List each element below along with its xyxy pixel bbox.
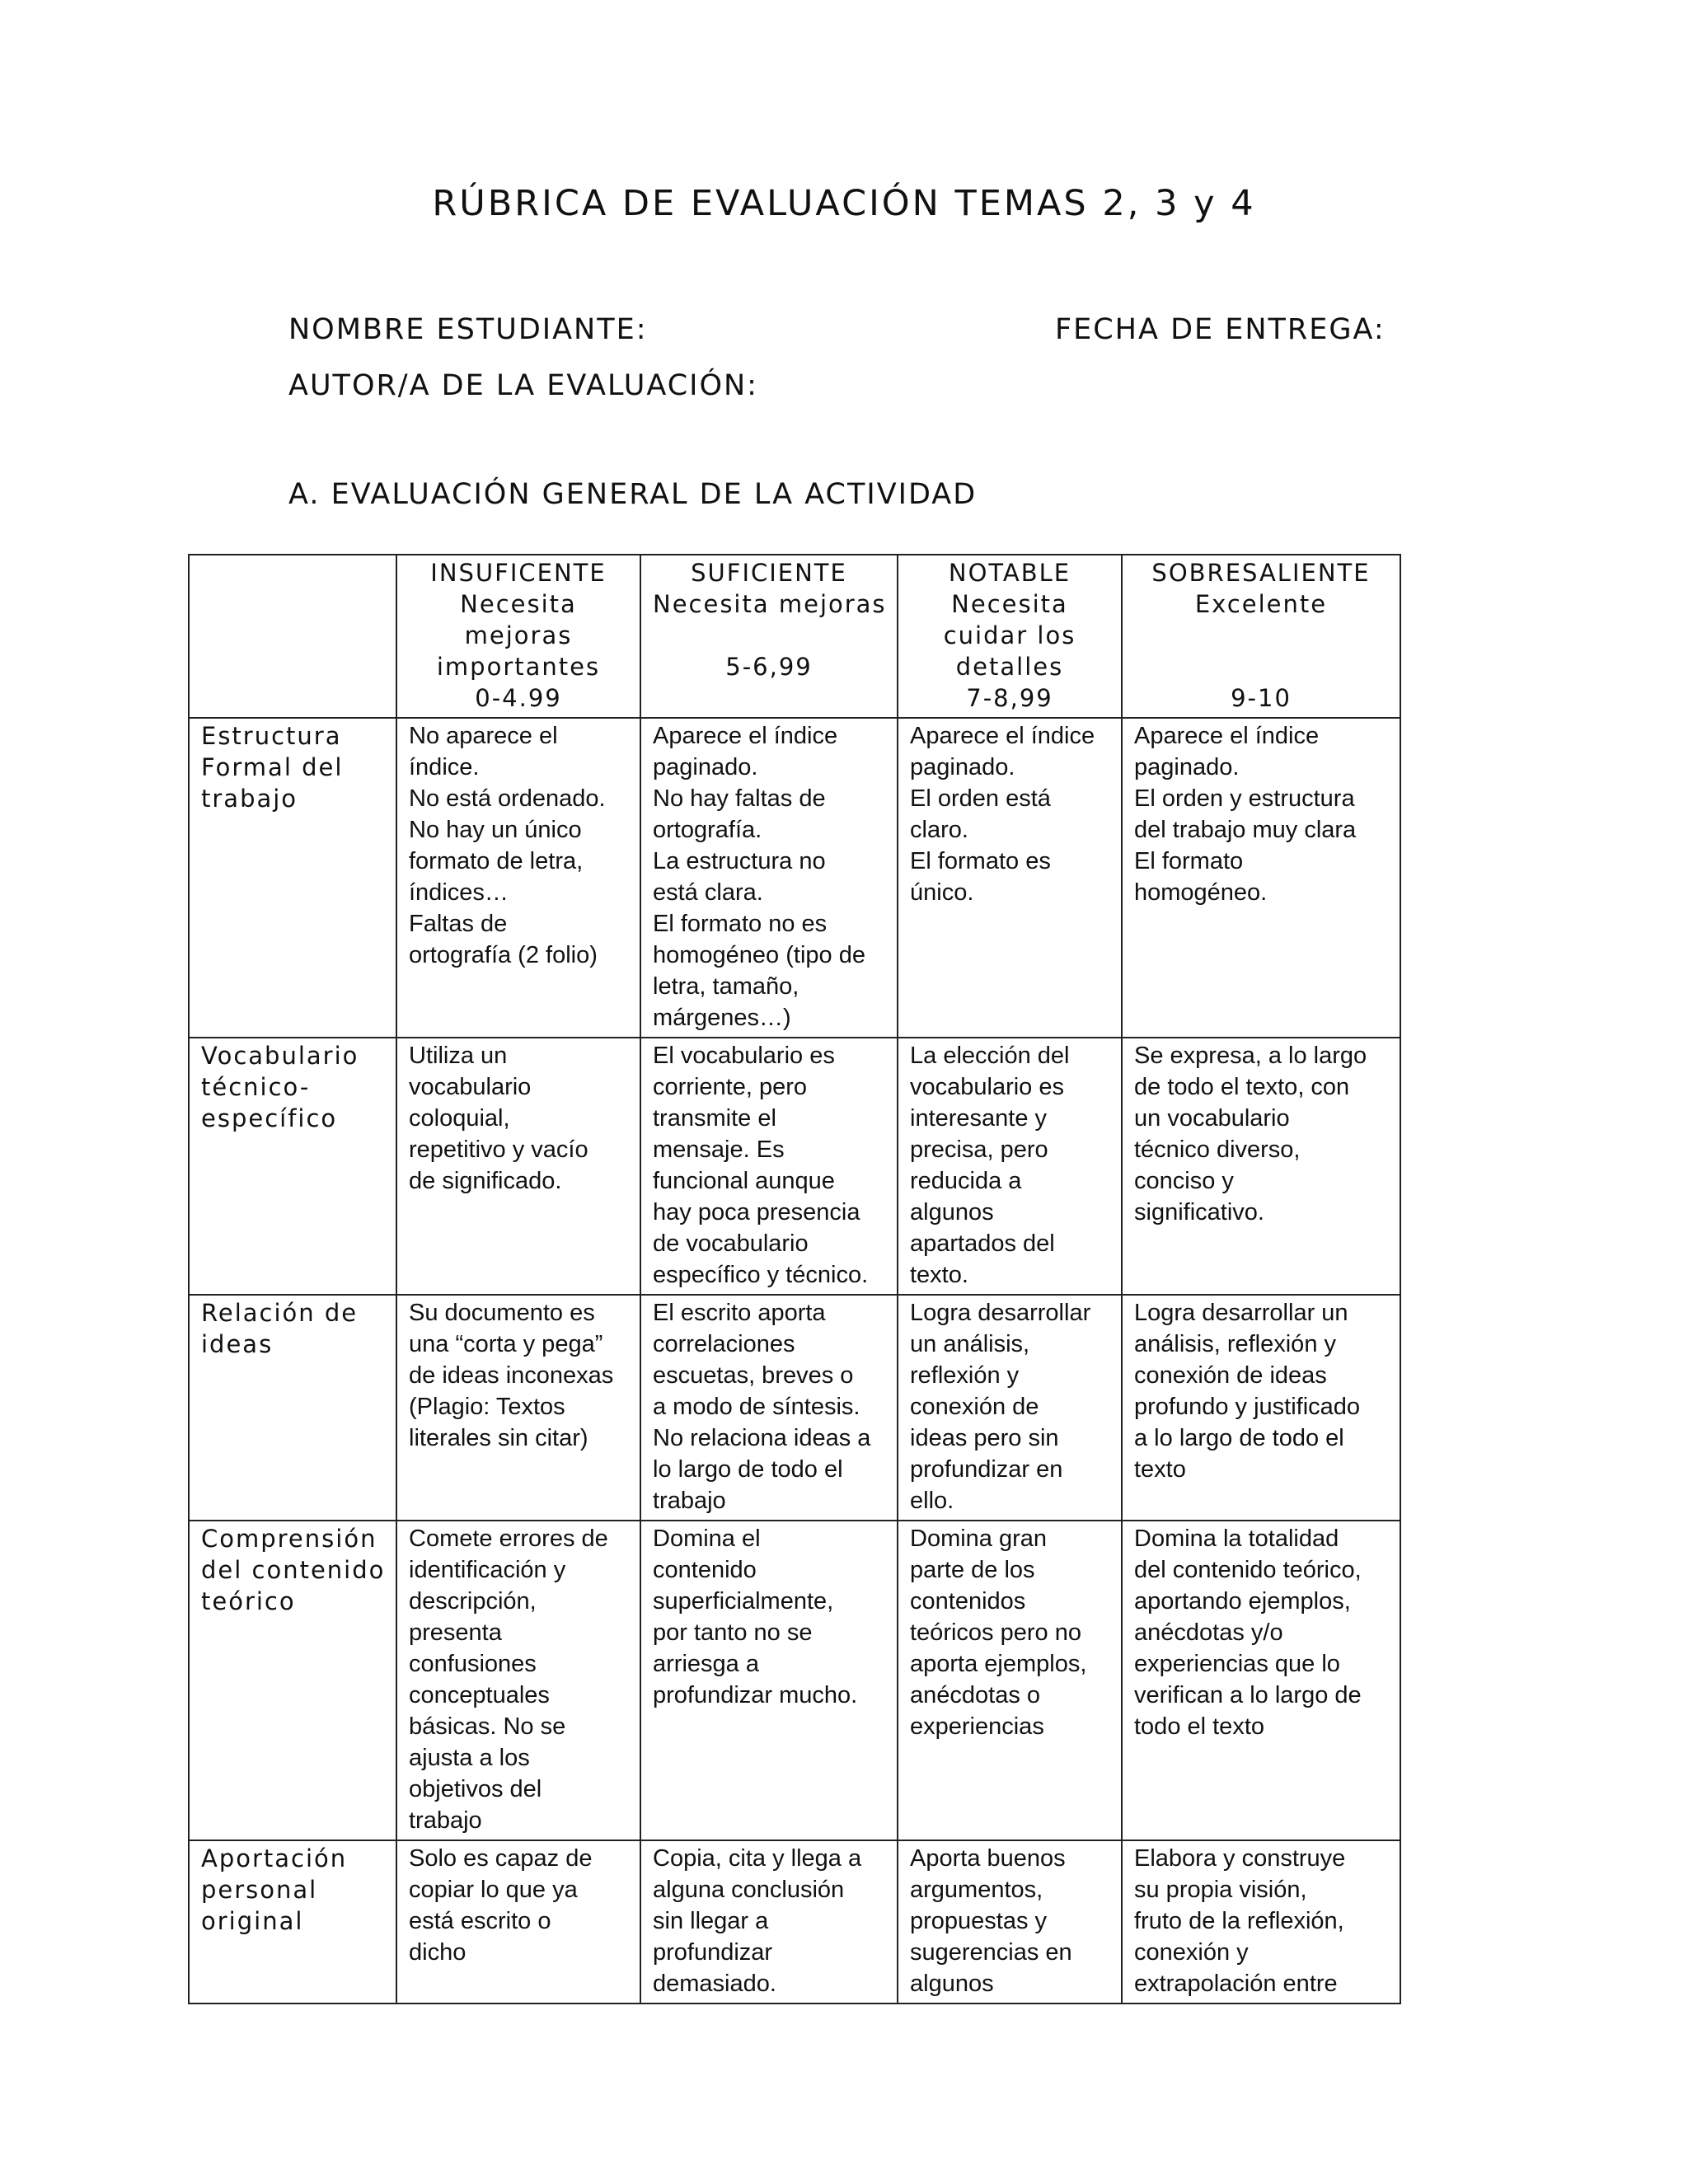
level-header-sobresaliente bbox=[1122, 555, 1400, 718]
descriptor-line: conceptuales bbox=[409, 1682, 550, 1708]
descriptor-line: de vocabulario bbox=[653, 1230, 809, 1257]
descriptor-line: ortografía. bbox=[653, 817, 762, 843]
descriptor-line: índice. bbox=[409, 754, 480, 780]
level-name: SOBRESALIENTE bbox=[1151, 559, 1371, 587]
descriptor-line: Elabora y construye bbox=[1134, 1845, 1346, 1872]
descriptor-line: conexión de ideas bbox=[1134, 1362, 1327, 1389]
descriptor-line: funcional aunque bbox=[653, 1168, 835, 1194]
descriptor-line: repetitivo y vacío bbox=[409, 1137, 588, 1163]
descriptor-line: presenta bbox=[409, 1619, 502, 1646]
descriptor-line: ajusta a los bbox=[409, 1745, 530, 1771]
descriptor-line: Copia, cita y llega a bbox=[653, 1845, 862, 1872]
descriptor-line: índices… bbox=[409, 879, 509, 906]
level-name: INSUFICENTE bbox=[430, 559, 607, 587]
criterion-label bbox=[189, 1295, 396, 1521]
descriptor-line: paginado. bbox=[653, 754, 758, 780]
descriptor-line: conexión de bbox=[910, 1394, 1039, 1420]
descriptor-cell-suficiente bbox=[640, 1840, 898, 2004]
descriptor-cell-insuficiente bbox=[396, 1295, 640, 1521]
descriptor-line: mensaje. Es bbox=[653, 1137, 785, 1163]
criterion-label bbox=[189, 1038, 396, 1295]
descriptor-line: hay poca presencia bbox=[653, 1199, 860, 1226]
descriptor-cell-notable bbox=[898, 1521, 1122, 1840]
descriptor-line: profundizar mucho. bbox=[653, 1682, 858, 1708]
descriptor-line: homogéneo (tipo de bbox=[653, 942, 865, 968]
descriptor-line: texto. bbox=[910, 1262, 968, 1288]
descriptor-line: Comete errores de bbox=[409, 1526, 608, 1552]
descriptor-line: homogéneo. bbox=[1134, 879, 1268, 906]
descriptor-line: No hay un único bbox=[409, 817, 582, 843]
criterion-label bbox=[189, 718, 396, 1038]
criterion-row bbox=[189, 718, 1400, 1038]
level-range: 5-6,99 bbox=[725, 653, 813, 681]
criterion-row bbox=[189, 1521, 1400, 1840]
descriptor-cell-sobresaliente bbox=[1122, 1295, 1400, 1521]
descriptor-line: Logra desarrollar un bbox=[1134, 1300, 1348, 1326]
descriptor-line: profundizar bbox=[653, 1939, 773, 1966]
descriptor-line: trabajo bbox=[409, 1807, 482, 1834]
criterion-label-line: técnico- bbox=[201, 1073, 311, 1101]
level-description: Necesita mejoras bbox=[653, 590, 887, 618]
descriptor-line: a modo de síntesis. bbox=[653, 1394, 860, 1420]
descriptor-cell-insuficiente bbox=[396, 1840, 640, 2004]
descriptor-line: Aporta buenos bbox=[910, 1845, 1066, 1872]
descriptor-line: del trabajo muy clara bbox=[1134, 817, 1357, 843]
descriptor-line: ello. bbox=[910, 1488, 954, 1514]
descriptor-line: arriesga a bbox=[653, 1651, 759, 1677]
descriptor-cell-insuficiente bbox=[396, 1038, 640, 1295]
descriptor-line: La estructura no bbox=[653, 848, 826, 874]
criterion-label-line: teórico bbox=[201, 1587, 296, 1615]
criterion-label-line: trabajo bbox=[201, 785, 298, 813]
descriptor-line: lo largo de todo el bbox=[653, 1456, 843, 1483]
descriptor-line: correlaciones bbox=[653, 1331, 795, 1357]
descriptor-cell-sobresaliente bbox=[1122, 718, 1400, 1038]
criterion-label-line: Aportación bbox=[201, 1844, 348, 1872]
descriptor-line: interesante y bbox=[910, 1105, 1048, 1132]
descriptor-line: claro. bbox=[910, 817, 968, 843]
descriptor-line: aportando ejemplos, bbox=[1134, 1588, 1351, 1615]
level-header-suficiente bbox=[640, 555, 898, 718]
criterion-label-line: ideas bbox=[201, 1330, 274, 1358]
descriptor-line: Aparece el índice bbox=[910, 723, 1095, 749]
descriptor-line: Logra desarrollar bbox=[910, 1300, 1091, 1326]
descriptor-cell-sobresaliente bbox=[1122, 1038, 1400, 1295]
criterion-label-line: específico bbox=[201, 1104, 338, 1132]
descriptor-line: (Plagio: Textos bbox=[409, 1394, 565, 1420]
descriptor-line: anécdotas y/o bbox=[1134, 1619, 1283, 1646]
descriptor-line: alguna conclusión bbox=[653, 1877, 845, 1903]
level-description: Necesita bbox=[951, 590, 1068, 618]
level-description: detalles bbox=[955, 653, 1064, 681]
descriptor-line: de significado. bbox=[409, 1168, 562, 1194]
descriptor-cell-notable bbox=[898, 1295, 1122, 1521]
descriptor-line: parte de los bbox=[910, 1557, 1035, 1583]
descriptor-line: La elección del bbox=[910, 1043, 1070, 1069]
descriptor-line: Aparece el índice bbox=[1134, 723, 1320, 749]
descriptor-line: copiar lo que ya bbox=[409, 1877, 578, 1903]
descriptor-line: de todo el texto, con bbox=[1134, 1074, 1350, 1100]
descriptor-cell-notable bbox=[898, 718, 1122, 1038]
descriptor-line: básicas. No se bbox=[409, 1713, 566, 1740]
criterion-label-line: Estructura bbox=[201, 722, 342, 750]
criterion-label-line: Relación de bbox=[201, 1299, 359, 1327]
descriptor-cell-sobresaliente bbox=[1122, 1521, 1400, 1840]
criterion-label-line: del contenido bbox=[201, 1556, 386, 1584]
descriptor-line: un vocabulario bbox=[1134, 1105, 1290, 1132]
level-description: Excelente bbox=[1194, 590, 1328, 618]
descriptor-line: a lo largo de todo el bbox=[1134, 1425, 1344, 1451]
criterion-label-line: Formal del bbox=[201, 753, 344, 781]
level-range: 7-8,99 bbox=[966, 684, 1053, 712]
descriptor-line: técnico diverso, bbox=[1134, 1137, 1301, 1163]
criterion-row bbox=[189, 1295, 1400, 1521]
descriptor-cell-notable bbox=[898, 1840, 1122, 2004]
descriptor-line: específico y técnico. bbox=[653, 1262, 869, 1288]
descriptor-line: Aparece el índice bbox=[653, 723, 838, 749]
descriptor-line: No aparece el bbox=[409, 723, 558, 749]
criterion-label bbox=[189, 1521, 396, 1840]
descriptor-line: sin llegar a bbox=[653, 1908, 769, 1934]
descriptor-line: escuetas, breves o bbox=[653, 1362, 854, 1389]
descriptor-line: experiencias que lo bbox=[1134, 1651, 1340, 1677]
descriptor-line: paginado. bbox=[910, 754, 1015, 780]
descriptor-line: fruto de la reflexión, bbox=[1134, 1908, 1344, 1934]
level-description: Necesita bbox=[460, 590, 577, 618]
descriptor-line: único. bbox=[910, 879, 974, 906]
descriptor-cell-suficiente bbox=[640, 1038, 898, 1295]
descriptor-line: dicho bbox=[409, 1939, 467, 1966]
descriptor-cell-insuficiente bbox=[396, 718, 640, 1038]
descriptor-line: reducida a bbox=[910, 1168, 1022, 1194]
descriptor-line: de ideas inconexas bbox=[409, 1362, 614, 1389]
descriptor-line: identificación y bbox=[409, 1557, 566, 1583]
descriptor-line: márgenes…) bbox=[653, 1005, 791, 1031]
descriptor-line: profundizar en bbox=[910, 1456, 1063, 1483]
descriptor-line: vocabulario es bbox=[910, 1074, 1064, 1100]
rubric-body bbox=[189, 718, 1400, 2004]
descriptor-line: objetivos del bbox=[409, 1776, 542, 1802]
descriptor-line: corriente, pero bbox=[653, 1074, 807, 1100]
student-name-label: NOMBRE ESTUDIANTE: bbox=[288, 313, 648, 346]
descriptor-line: teóricos pero no bbox=[910, 1619, 1081, 1646]
level-range: 9-10 bbox=[1231, 684, 1292, 712]
criterion-label-line: personal bbox=[201, 1876, 318, 1904]
descriptor-line: No hay faltas de bbox=[653, 785, 826, 812]
descriptor-line: El orden y estructura bbox=[1134, 785, 1355, 812]
section-a-heading: A. EVALUACIÓN GENERAL DE LA ACTIVIDAD bbox=[288, 478, 978, 511]
descriptor-line: por tanto no se bbox=[653, 1619, 813, 1646]
level-header-insuficiente bbox=[396, 555, 640, 718]
descriptor-line: profundo y justificado bbox=[1134, 1394, 1361, 1420]
criterion-label-line: Vocabulario bbox=[201, 1042, 359, 1070]
descriptor-line: precisa, pero bbox=[910, 1137, 1048, 1163]
descriptor-line: algunos bbox=[910, 1971, 994, 1997]
descriptor-line: propuestas y bbox=[910, 1908, 1048, 1934]
descriptor-line: Domina la totalidad bbox=[1134, 1526, 1339, 1552]
descriptor-line: contenidos bbox=[910, 1588, 1026, 1615]
descriptor-cell-suficiente bbox=[640, 1295, 898, 1521]
descriptor-line: paginado. bbox=[1134, 754, 1240, 780]
descriptor-line: Su documento es bbox=[409, 1300, 595, 1326]
descriptor-line: transmite el bbox=[653, 1105, 776, 1132]
criterion-label-line: Comprensión bbox=[201, 1525, 377, 1553]
descriptor-line: Domina gran bbox=[910, 1526, 1048, 1552]
page-title: RÚBRICA DE EVALUACIÓN TEMAS 2, 3 y 4 bbox=[432, 183, 1256, 224]
descriptor-line: formato de letra, bbox=[409, 848, 584, 874]
descriptor-line: trabajo bbox=[653, 1488, 726, 1514]
descriptor-line: contenido bbox=[653, 1557, 757, 1583]
descriptor-line: El escrito aporta bbox=[653, 1300, 826, 1326]
level-name: NOTABLE bbox=[948, 559, 1071, 587]
descriptor-line: extrapolación entre bbox=[1134, 1971, 1338, 1997]
due-date-label: FECHA DE ENTREGA: bbox=[1055, 313, 1386, 346]
descriptor-line: demasiado. bbox=[653, 1971, 776, 1997]
criterion-label-line: original bbox=[201, 1907, 304, 1935]
descriptor-line: sugerencias en bbox=[910, 1939, 1072, 1966]
descriptor-cell-suficiente bbox=[640, 1521, 898, 1840]
descriptor-line: análisis, reflexión y bbox=[1134, 1331, 1336, 1357]
descriptor-line: ideas pero sin bbox=[910, 1425, 1059, 1451]
descriptor-line: vocabulario bbox=[409, 1074, 532, 1100]
level-range: 0-4.99 bbox=[475, 684, 562, 712]
descriptor-line: una “corta y pega” bbox=[409, 1331, 603, 1357]
descriptor-cell-suficiente bbox=[640, 718, 898, 1038]
level-description: cuidar los bbox=[943, 621, 1076, 649]
descriptor-line: todo el texto bbox=[1134, 1713, 1264, 1740]
descriptor-line: descripción, bbox=[409, 1588, 537, 1615]
descriptor-line: coloquial, bbox=[409, 1105, 510, 1132]
descriptor-line: experiencias bbox=[910, 1713, 1044, 1740]
descriptor-cell-sobresaliente bbox=[1122, 1840, 1400, 2004]
level-description: mejoras bbox=[464, 621, 573, 649]
descriptor-line: No relaciona ideas a bbox=[653, 1425, 871, 1451]
descriptor-line: El formato es bbox=[910, 848, 1051, 874]
descriptor-line: su propia visión, bbox=[1134, 1877, 1307, 1903]
descriptor-line: superficialmente, bbox=[653, 1588, 834, 1615]
descriptor-line: del contenido teórico, bbox=[1134, 1557, 1362, 1583]
descriptor-line: No está ordenado. bbox=[409, 785, 606, 812]
criterion-label bbox=[189, 1840, 396, 2004]
descriptor-line: ortografía (2 folio) bbox=[409, 942, 598, 968]
descriptor-line: está escrito o bbox=[409, 1908, 551, 1934]
descriptor-line: literales sin citar) bbox=[409, 1425, 588, 1451]
descriptor-line: está clara. bbox=[653, 879, 763, 906]
rubric-corner-cell bbox=[189, 555, 396, 718]
descriptor-line: El orden está bbox=[910, 785, 1051, 812]
criterion-row bbox=[189, 1038, 1400, 1295]
descriptor-line: Se expresa, a lo largo bbox=[1134, 1043, 1367, 1069]
descriptor-line: Utiliza un bbox=[409, 1043, 508, 1069]
descriptor-line: El formato bbox=[1134, 848, 1244, 874]
rubric-header-row bbox=[189, 555, 1400, 718]
descriptor-cell-notable bbox=[898, 1038, 1122, 1295]
descriptor-line: apartados del bbox=[910, 1230, 1055, 1257]
descriptor-line: confusiones bbox=[409, 1651, 537, 1677]
descriptor-line: un análisis, bbox=[910, 1331, 1030, 1357]
descriptor-line: argumentos, bbox=[910, 1877, 1043, 1903]
descriptor-line: El vocabulario es bbox=[653, 1043, 835, 1069]
descriptor-line: algunos bbox=[910, 1199, 994, 1226]
descriptor-line: Faltas de bbox=[409, 911, 508, 937]
criterion-row bbox=[189, 1840, 1400, 2004]
descriptor-line: texto bbox=[1134, 1456, 1186, 1483]
descriptor-line: anécdotas o bbox=[910, 1682, 1041, 1708]
rubric-table bbox=[188, 554, 1401, 2004]
descriptor-line: significativo. bbox=[1134, 1199, 1264, 1226]
descriptor-line: aporta ejemplos, bbox=[910, 1651, 1087, 1677]
descriptor-line: reflexión y bbox=[910, 1362, 1020, 1389]
descriptor-line: El formato no es bbox=[653, 911, 828, 937]
descriptor-line: conciso y bbox=[1134, 1168, 1234, 1194]
descriptor-line: Solo es capaz de bbox=[409, 1845, 593, 1872]
level-header-notable bbox=[898, 555, 1122, 718]
descriptor-line: Domina el bbox=[653, 1526, 761, 1552]
level-description: importantes bbox=[436, 653, 601, 681]
descriptor-line: letra, tamaño, bbox=[653, 973, 799, 1000]
descriptor-cell-insuficiente bbox=[396, 1521, 640, 1840]
level-name: SUFICIENTE bbox=[691, 559, 847, 587]
descriptor-line: verifican a lo largo de bbox=[1134, 1682, 1362, 1708]
evaluator-label: AUTOR/A DE LA EVALUACIÓN: bbox=[288, 369, 758, 402]
descriptor-line: conexión y bbox=[1134, 1939, 1249, 1966]
